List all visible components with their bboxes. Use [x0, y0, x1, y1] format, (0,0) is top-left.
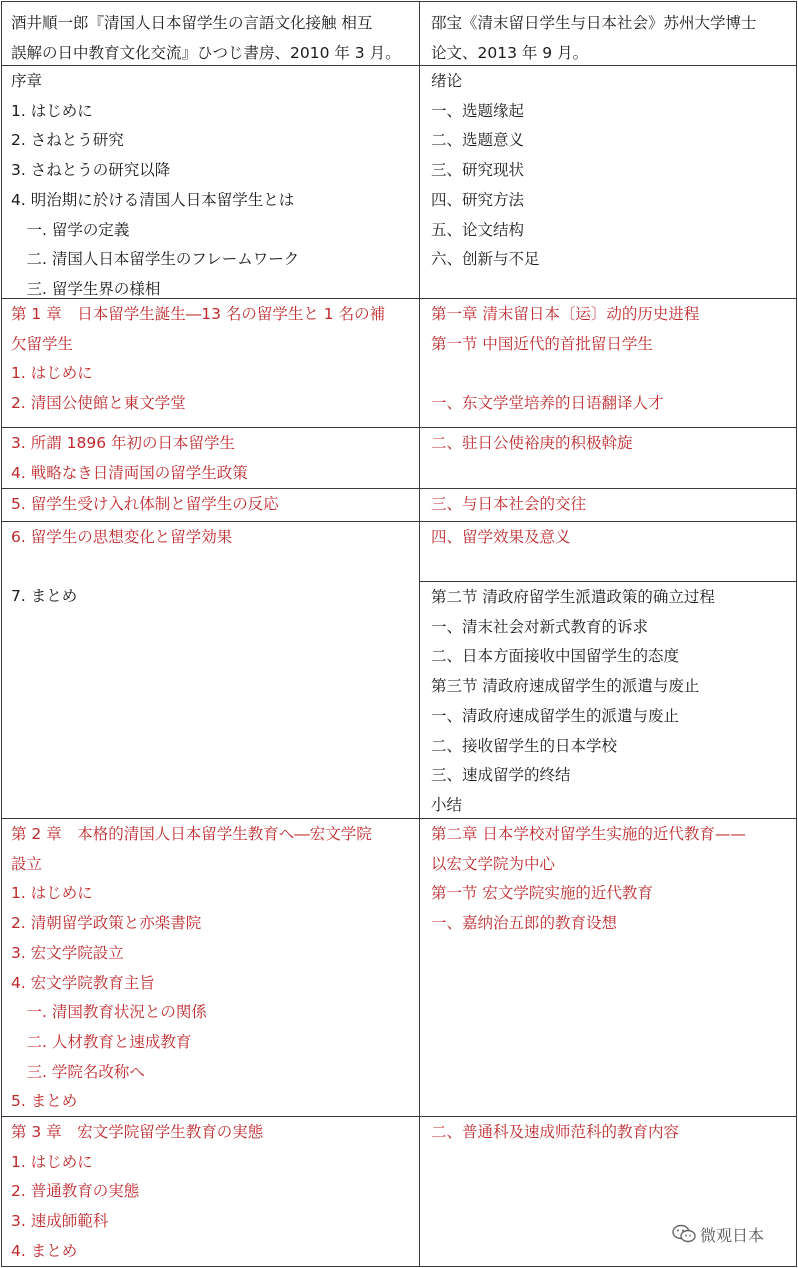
left-cell-line: 二. 清国人日本留学生のフレームワーク [11, 250, 300, 269]
right-cell-line: 二、驻日公使裕庚的积极斡旋 [431, 434, 633, 452]
row-divider [1, 427, 797, 428]
header-left-line: 誤解の日中教育文化交流』ひつじ書房、2010 年 3 月。 [11, 43, 401, 62]
left-cell-line: 7. まとめ [11, 587, 78, 606]
left-cell-line: 序章 [11, 72, 43, 90]
row-divider [1, 1266, 797, 1267]
comparison-table [1, 1, 797, 1267]
row-divider [1, 488, 797, 489]
left-cell-line: 欠留学生 [11, 334, 74, 353]
right-cell-line: 一、东文学堂培养的日语翻译人才 [431, 394, 664, 413]
row-divider [1, 818, 797, 819]
right-cell-line: 第二节 清政府留学生派遣政策的确立过程 [431, 588, 715, 606]
left-cell-line: 三. 学院名改称へ [11, 1062, 145, 1081]
left-cell-line: 4. 戦略なき日清両国の留学生政策 [11, 463, 248, 482]
left-cell-line: 2. さねとう研究 [11, 131, 124, 150]
left-cell-line: 2. 清朝留学政策と亦楽書院 [11, 914, 202, 933]
right-cell-line: 一、清政府速成留学生的派遣与废止 [431, 706, 680, 725]
left-cell-line: 2. 普通教育の実態 [11, 1182, 140, 1201]
right-cell-line: 绪论 [431, 72, 463, 90]
left-cell-line: 1. はじめに [11, 1152, 93, 1171]
right-cell-line: 小结 [431, 795, 463, 814]
left-cell-line: 一. 清国教育状況との関係 [11, 1003, 207, 1022]
left-cell-line: 4. 宏文学院教育主旨 [11, 973, 155, 992]
row-divider [1, 521, 797, 522]
column-divider [419, 1, 420, 1267]
right-cell-line: 四、研究方法 [431, 190, 525, 209]
right-cell-line: 六、创新与不足 [431, 250, 540, 269]
right-cell-line: 一、嘉纳治五郎的教育设想 [431, 914, 618, 933]
row-divider [1, 1116, 797, 1117]
right-cell-line: 第二章 日本学校对留学生实施的近代教育—— [431, 825, 746, 843]
left-cell-line: 三. 留学生界の様相 [11, 279, 161, 298]
left-cell-line: 4. まとめ [11, 1241, 78, 1260]
row-divider [1, 65, 797, 66]
header-right-line: 邵宝《清末留日学生与日本社会》苏州大学博士 [431, 14, 757, 32]
right-cell-line: 二、接收留学生的日本学校 [431, 736, 618, 755]
left-cell-line: 第 1 章 日本留学生誕生―13 名の留学生と 1 名の補 [11, 305, 386, 323]
right-cell-line: 四、留学效果及意义 [431, 528, 571, 546]
left-cell-line: 6. 留学生の思想変化と留学効果 [11, 528, 233, 546]
left-cell-line: 3. 速成師範科 [11, 1212, 109, 1231]
right-cell-line: 五、论文结构 [431, 220, 525, 239]
header-left-line: 酒井順一郎『清国人日本留学生の言語文化接触 相互 [11, 14, 373, 32]
table-left-border [1, 1, 2, 1267]
left-cell-line: 二. 人材教育と速成教育 [11, 1032, 192, 1051]
left-cell-line: 設立 [11, 854, 43, 873]
right-cell-line: 第一节 中国近代的首批留日学生 [431, 334, 653, 353]
left-cell-line: 5. 留学生受け入れ体制と留学生の反応 [11, 495, 279, 513]
left-cell-line: 一. 留学の定義 [11, 220, 130, 239]
left-cell-line: 3. さねとうの研究以降 [11, 161, 171, 180]
watermark [672, 1222, 790, 1246]
row-divider [1, 1, 797, 2]
left-cell-line: 3. 所謂 1896 年初の日本留学生 [11, 434, 236, 452]
left-cell-line: 1. はじめに [11, 364, 93, 383]
right-cell-line: 一、清末社会对新式教育的诉求 [431, 617, 649, 636]
left-cell-line: 4. 明治期に於ける清国人日本留学生とは [11, 190, 295, 209]
left-cell-line: 3. 宏文学院設立 [11, 943, 124, 962]
right-cell-divider [419, 581, 797, 582]
watermark-text: 微观日本 [700, 1225, 765, 1245]
table-right-border [796, 1, 797, 1267]
right-cell-line: 第三节 清政府速成留学生的派遣与废止 [431, 677, 700, 696]
right-cell-line: 三、研究现状 [431, 161, 525, 180]
right-cell-line: 二、普通科及速成师范科的教育内容 [431, 1123, 680, 1141]
left-cell-line: 第 3 章 宏文学院留学生教育の実態 [11, 1123, 264, 1141]
right-cell-line: 三、与日本社会的交往 [431, 495, 587, 513]
left-cell-line: 第 2 章 本格的清国人日本留学生教育へ―宏文学院 [11, 825, 372, 843]
left-cell-line: 2. 清国公使館と東文学堂 [11, 394, 186, 413]
right-cell-line: 以宏文学院为中心 [431, 854, 556, 873]
right-cell-line: 二、选题意义 [431, 131, 525, 150]
right-cell-line: 第一章 清末留日本〔运〕动的历史进程 [431, 305, 700, 323]
right-cell-line: 第一节 宏文学院实施的近代教育 [431, 884, 653, 903]
header-right-line: 论文、2013 年 9 月。 [431, 43, 589, 62]
wechat-icon [672, 1224, 696, 1244]
left-cell-line: 5. まとめ [11, 1092, 78, 1111]
left-cell-line: 1. はじめに [11, 884, 93, 903]
right-cell-line: 三、速成留学的终结 [431, 766, 571, 785]
right-cell-line: 一、选题缘起 [431, 101, 525, 120]
left-cell-line: 1. はじめに [11, 101, 93, 120]
right-cell-line: 二、日本方面接收中国留学生的态度 [431, 647, 680, 666]
